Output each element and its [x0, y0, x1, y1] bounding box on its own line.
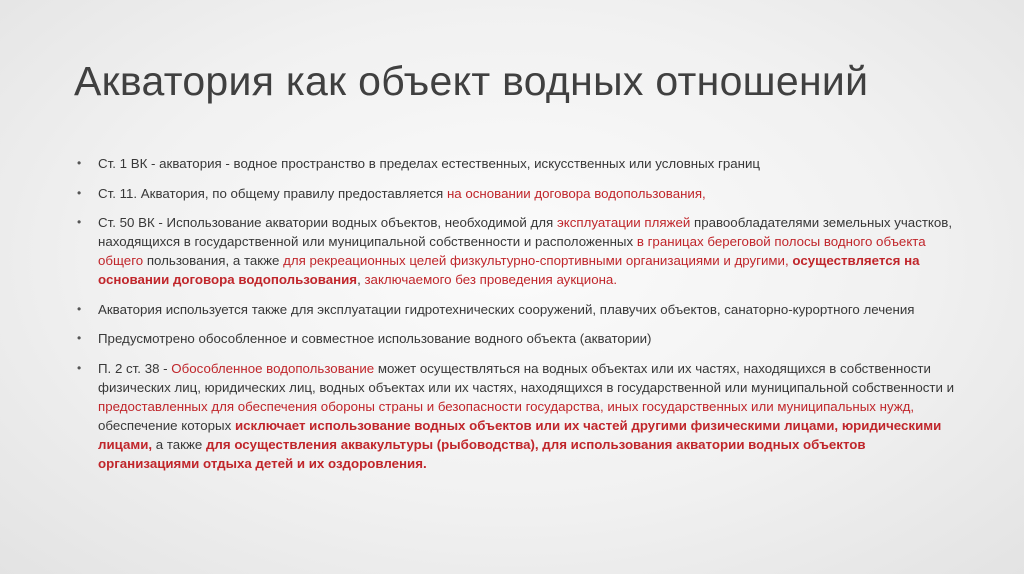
bullet-dot-icon: •: [77, 215, 82, 229]
bullet-text: Предусмотрено обособленное и совместное использование водного объекта (акватории): [98, 331, 652, 346]
bullet-dot-icon: •: [77, 301, 82, 316]
bullet-text: а также: [152, 436, 206, 452]
bullet-dot-icon: •: [77, 156, 82, 170]
bullet-text: Ст. 1 ВК - акватория - водное пространство в пределах естественных, искусственных или условных границ: [98, 156, 761, 171]
bullet-item: [76, 184, 956, 203]
highlight-text: предоставленных для обеспечения обороны страны и безопасности государства, иных государственных или муниципальных нужд,: [98, 398, 915, 414]
highlight-text: в границах береговой полосы водного объекта общего: [98, 234, 926, 268]
slide-title: Акватория как объект водных отношений: [74, 58, 869, 104]
highlight-text: на основании договора водопользования,: [446, 185, 706, 201]
highlight-text: эксплуатации пляжей: [556, 215, 691, 230]
bullet-text: обеспечение которых: [98, 417, 235, 433]
bullet-text: Ст. 50 ВК - Использование акватории водных объектов, необходимой для: [98, 215, 557, 230]
bullet-text: пользования, а также: [143, 253, 284, 268]
bullet-dot-icon: •: [77, 185, 82, 200]
bullet-text: П. 2 ст. 38 -: [98, 360, 172, 376]
bullet-item: [76, 359, 956, 473]
bullet-dot-icon: •: [77, 360, 82, 375]
bullet-item: [76, 300, 956, 319]
highlight-bold-text: для осуществления аквакультуры (рыбоводства), для использования акватории водных объектов организациями отдыха детей и их оздоровления.: [98, 436, 866, 471]
bullet-item: [76, 329, 956, 348]
highlight-text: Обособленное водопользование: [171, 360, 375, 376]
bullet-item: [76, 154, 956, 173]
bullet-dot-icon: •: [77, 331, 82, 345]
bullet-text: Акватория используется также для эксплуатации гидротехнических сооружений, плавучих объектов, санаторно-курортного лечения: [98, 301, 915, 317]
highlight-bold-text: осуществляется на основании договора водопользования: [98, 253, 920, 287]
bullet-text: может осуществляться на водных объектах или их частях, находящихся в собственности физических лиц, юридических лиц, водных объектах или их частях, находящихся в государственной или муниципальной собственности и: [98, 360, 955, 395]
bullet-item: [76, 213, 956, 289]
highlight-text: для рекреационных целей физкультурно-спортивными организациями и другими,: [283, 253, 789, 268]
bullet-text: ,: [357, 272, 365, 287]
bullet-list: [76, 154, 956, 483]
bullet-text: Ст. 11. Акватория, по общему правилу предоставляется: [98, 185, 447, 201]
highlight-text: заключаемого без проведения аукциона.: [364, 272, 618, 287]
highlight-bold-text: исключает использование водных объектов или их частей другими физическими лицами, юридическими лицами,: [98, 417, 942, 452]
bullet-text: правообладателями земельных участков, находящихся в государственной или муниципальной собственности и расположенных: [98, 215, 953, 249]
